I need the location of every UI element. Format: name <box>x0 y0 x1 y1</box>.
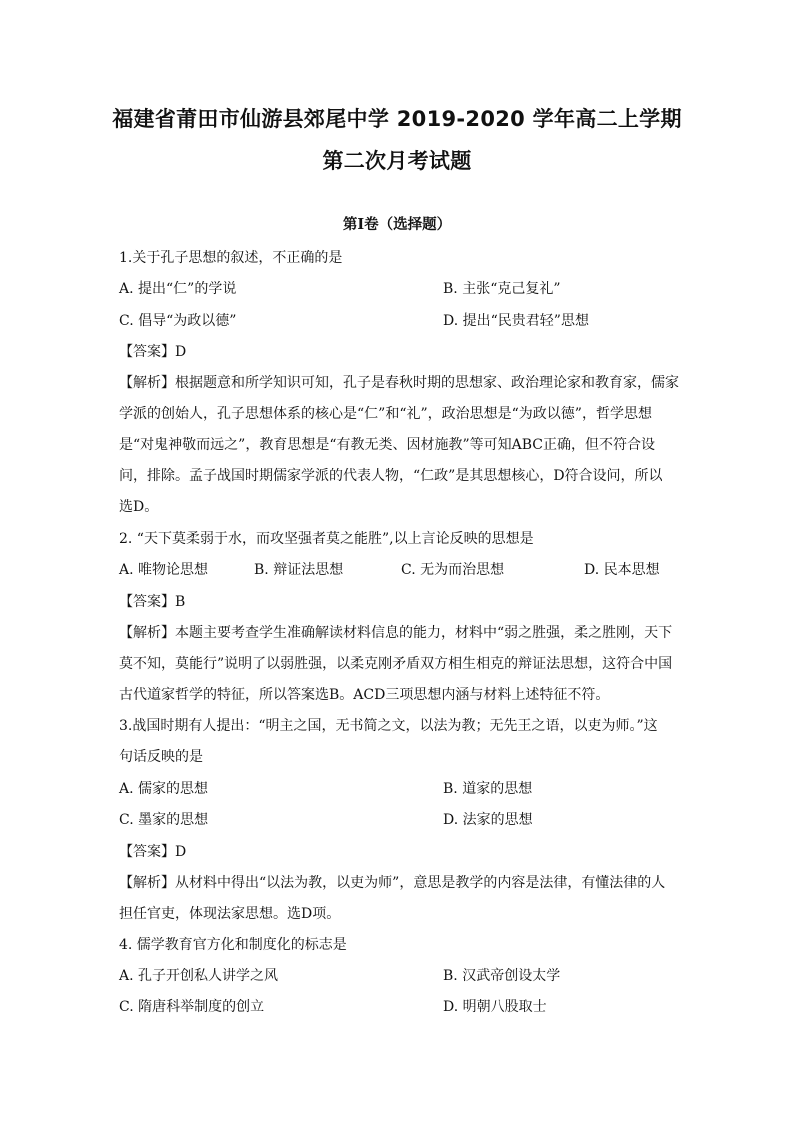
q2-option-a: A. 唯物论思想 <box>119 562 209 578</box>
q1-answer: 【答案】D <box>119 344 187 360</box>
q1-stem: 1.关于孔子思想的叙述，不正确的是 <box>119 250 343 266</box>
q2-analysis-line: 【解析】本题主要考查学生准确解读材料信息的能力，材料中“弱之胜强，柔之胜刚，天下 <box>119 625 673 641</box>
q3-analysis-line: 【解析】从材料中得出“以法为教，以吏为师”，意思是教学的内容是法律，有懂法律的人 <box>119 875 666 891</box>
q1-option-c: C. 倡导“为政以德” <box>119 313 237 329</box>
section-heading: 第Ⅰ卷（选择题） <box>342 216 452 233</box>
q2-analysis-line: 莫不知，莫能行”说明了以弱胜强，以柔克刚矛盾双方相生相克的辩证法思想，这符合中国 <box>119 656 673 672</box>
q3-stem-line: 3.战国时期有人提出：“明主之国，无书简之文，以法为教；无先王之语，以吏为师。”这 <box>119 718 658 734</box>
q3-option-d: D. 法家的思想 <box>443 812 533 828</box>
q3-analysis-line: 担任官吏，体现法家思想。选D项。 <box>119 906 341 922</box>
q1-analysis-line: 学派的创始人，孔子思想体系的核心是“仁”和“礼”，政治思想是“为政以德”，哲学思想 <box>119 406 652 422</box>
q3-option-a: A. 儒家的思想 <box>119 781 209 797</box>
q1-option-a: A. 提出“仁”的学说 <box>119 281 237 297</box>
q4-option-b: B. 汉武帝创设太学 <box>443 968 561 984</box>
q1-option-d: D. 提出“民贵君轻”思想 <box>443 313 589 329</box>
document-title-line2: 第二次月考试题 <box>322 149 472 173</box>
q4-option-a: A. 孔子开创私人讲学之风 <box>119 968 279 984</box>
q2-option-b: B. 辩证法思想 <box>254 562 344 578</box>
q1-analysis-line: 选D。 <box>119 499 159 515</box>
q1-option-b: B. 主张“克己复礼” <box>443 281 561 297</box>
q3-option-b: B. 道家的思想 <box>443 781 533 797</box>
q3-stem-line: 句话反映的是 <box>119 749 203 765</box>
q1-analysis-line: 【解析】根据题意和所学知识可知，孔子是春秋时期的思想家、政治理论家和教育家，儒家 <box>119 375 679 391</box>
q4-option-c: C. 隋唐科举制度的创立 <box>119 999 265 1015</box>
q3-answer: 【答案】D <box>119 844 187 860</box>
q2-analysis-line: 古代道家哲学的特征，所以答案选B。ACD三项思想内涵与材料上述特征不符。 <box>119 687 610 703</box>
q4-option-d: D. 明朝八股取士 <box>443 999 547 1015</box>
q3-option-c: C. 墨家的思想 <box>119 812 209 828</box>
document-title-line1: 福建省莆田市仙游县郊尾中学 2019-2020 学年高二上学期 <box>112 107 682 131</box>
q2-stem: 2. “天下莫柔弱于水，而攻坚强者莫之能胜”,以上言论反映的思想是 <box>119 531 534 547</box>
q1-analysis-line: 是“对鬼神敬而远之”，教育思想是“有教无类、因材施教”等可知ABC正确，但不符合设 <box>119 437 655 453</box>
q4-stem: 4. 儒学教育官方化和制度化的标志是 <box>119 937 347 953</box>
q2-option-c: C. 无为而治思想 <box>401 562 505 578</box>
q1-analysis-line: 问，排除。孟子战国时期儒家学派的代表人物，“仁政”是其思想核心，D符合设问，所以 <box>119 468 663 484</box>
q2-answer: 【答案】B <box>119 594 186 610</box>
q2-option-d: D. 民本思想 <box>584 562 660 578</box>
